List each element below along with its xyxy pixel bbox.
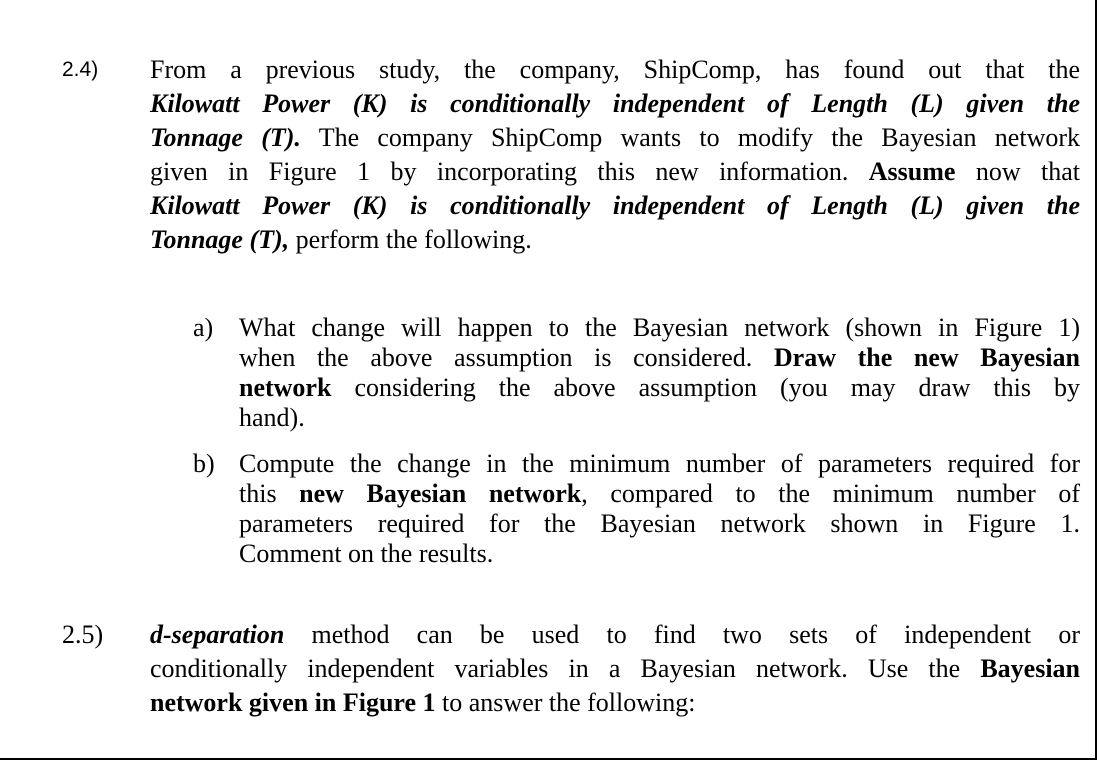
sub-b-line-3 bbox=[239, 509, 1080, 539]
text-run: Compute the change in the minimum number of parameters required for bbox=[239, 449, 1080, 478]
text-run: Draw the new Bayesian bbox=[773, 343, 1080, 372]
sub-question-a-label: a) bbox=[193, 313, 214, 342]
text-run: Tonnage (T). bbox=[150, 123, 301, 152]
text-run: conditionally independent variables in a Bayesian network. Use the bbox=[150, 654, 981, 683]
text-run: Comment on the results. bbox=[239, 539, 494, 568]
sub-b-line-4 bbox=[239, 539, 1080, 569]
question-2-4-text bbox=[150, 53, 1080, 257]
sub-a-line-2 bbox=[239, 343, 1080, 373]
text-run: when the above assumption is considered. bbox=[239, 343, 774, 372]
sub-a-line-4 bbox=[239, 403, 1080, 433]
sub-a-line-1 bbox=[239, 313, 1080, 343]
q25-line-1 bbox=[150, 618, 1080, 652]
q24-line-5 bbox=[150, 189, 1080, 223]
sub-b-line-1 bbox=[239, 449, 1080, 479]
sub-question-b-text bbox=[239, 449, 1080, 569]
text-run: d-separation bbox=[150, 620, 285, 649]
q24-line-3 bbox=[150, 121, 1080, 155]
text-run: considering the above assumption (you may draw this by bbox=[331, 373, 1080, 402]
q24-line-4 bbox=[150, 155, 1080, 189]
text-run: Kilowatt Power (K) is conditionally independent of Length (L) given the bbox=[150, 191, 1080, 220]
text-run: perform the following. bbox=[289, 225, 532, 254]
text-run: given in Figure 1 by incorporating this new information. bbox=[150, 157, 869, 186]
text-run: Assume bbox=[868, 157, 956, 186]
text-run: network given in Figure 1 bbox=[150, 688, 436, 717]
text-run: What change will happen to the Bayesian network (shown in Figure 1) bbox=[239, 313, 1080, 342]
text-run: Bayesian bbox=[980, 654, 1080, 683]
text-run: The company ShipComp wants to modify the Bayesian network bbox=[300, 123, 1080, 152]
text-run: method can be used to find two sets of independent or bbox=[284, 620, 1080, 649]
text-run: Kilowatt Power (K) is conditionally independent of Length (L) given the bbox=[150, 89, 1080, 118]
q25-line-2 bbox=[150, 652, 1080, 686]
text-run: to answer the following: bbox=[435, 688, 696, 717]
q25-line-3 bbox=[150, 686, 1080, 720]
q24-line-1 bbox=[150, 53, 1080, 87]
text-run: hand). bbox=[239, 403, 305, 432]
q24-line-6 bbox=[150, 223, 1080, 257]
question-2-5-text bbox=[150, 618, 1080, 720]
text-run: Tonnage (T), bbox=[150, 225, 290, 254]
text-run: new Bayesian network bbox=[299, 479, 582, 508]
text-run: this bbox=[239, 479, 300, 508]
sub-b-line-2 bbox=[239, 479, 1080, 509]
sub-a-line-3 bbox=[239, 373, 1080, 403]
text-run: , compared to the minimum number of bbox=[581, 479, 1081, 508]
text-run: parameters required for the Bayesian network shown in Figure 1. bbox=[239, 509, 1080, 538]
q24-line-2 bbox=[150, 87, 1080, 121]
question-number-2-4: 2.4) bbox=[62, 58, 99, 81]
question-number-2-5: 2.5) bbox=[62, 620, 104, 649]
sub-question-b-label: b) bbox=[193, 449, 215, 478]
sub-question-a-text bbox=[239, 313, 1080, 433]
text-run: network bbox=[239, 373, 332, 402]
text-run: now that bbox=[955, 157, 1081, 186]
text-run: From a previous study, the company, ShipComp, has found out that the bbox=[150, 55, 1080, 84]
